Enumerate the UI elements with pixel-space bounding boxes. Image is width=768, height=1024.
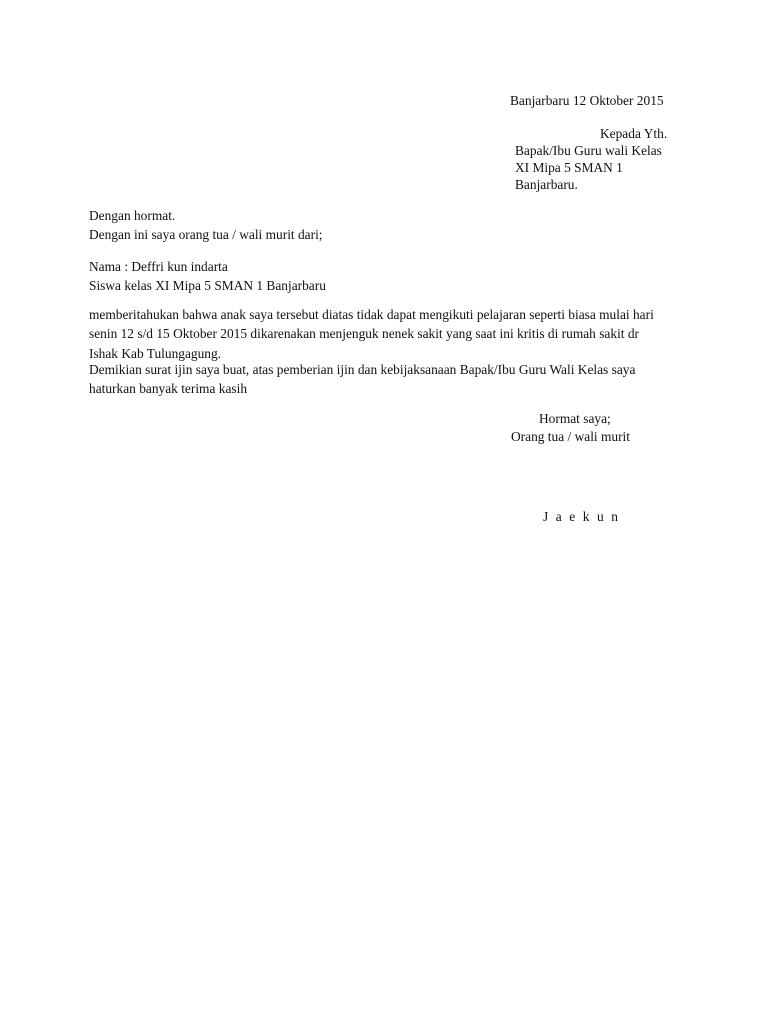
closing-regards: Hormat saya;	[539, 411, 611, 426]
recipient-line: XI Mipa 5 SMAN 1	[515, 160, 623, 175]
paragraph-line: Demikian surat ijin saya buat, atas pemberian ijin dan kebijaksanaan Bapak/Ibu Guru Wali Kelas saya	[89, 362, 636, 377]
paragraph-line: Ishak Kab Tulungagung.	[89, 345, 222, 361]
recipient-line: Banjarbaru.	[515, 177, 578, 192]
recipient-line: Bapak/Ibu Guru wali Kelas	[515, 143, 662, 158]
student-class-line: Siswa kelas XI Mipa 5 SMAN 1 Banjarbaru	[89, 277, 326, 293]
intro-text: Dengan ini saya orang tua / wali murit dari;	[89, 226, 323, 242]
opening-block	[89, 207, 689, 244]
notice-paragraph	[89, 305, 691, 363]
closing-role: Orang tua / wali murit	[511, 429, 630, 444]
recipient-salutation: Kepada Yth.	[600, 126, 668, 141]
closing-paragraph	[89, 360, 691, 399]
paragraph-line: senin 12 s/d 15 Oktober 2015 dikarenakan menjenguk nenek sakit yang saat ini kritis di rumah sakit dr	[89, 326, 640, 342]
greeting-text: Dengan hormat.	[89, 208, 176, 223]
paragraph-line: memberitahukan bahwa anak saya tersebut diatas tidak dapat mengikuti pelajaran seperti biasa mulai hari	[89, 307, 654, 322]
paragraph-line: haturkan banyak terima kasih	[89, 381, 248, 397]
letter-date: Banjarbaru 12 Oktober 2015	[510, 93, 664, 108]
student-identity-block	[89, 258, 689, 295]
signature-name: J a e k u n	[543, 509, 621, 524]
student-name-line: Nama : Deffri kun indarta	[89, 259, 228, 274]
